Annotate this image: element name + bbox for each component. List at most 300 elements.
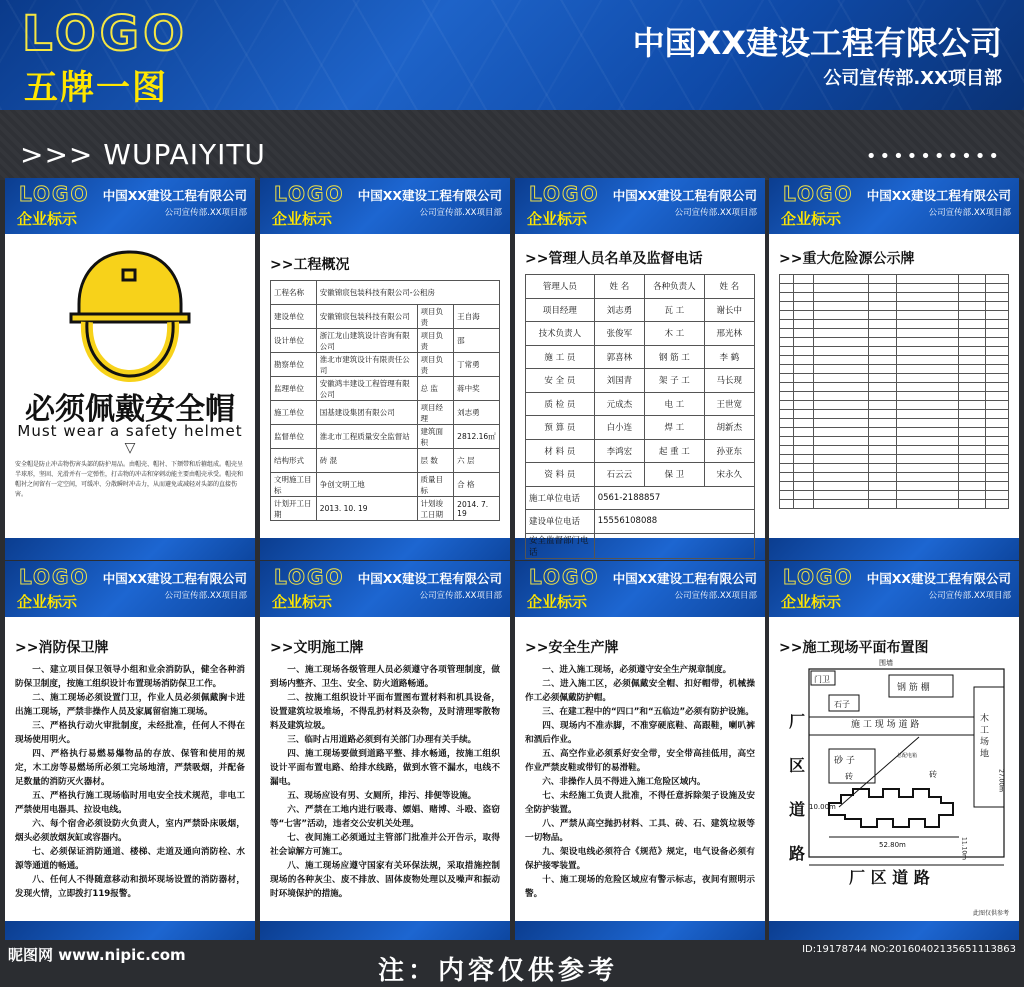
table-cell: 结构形式 (271, 449, 317, 473)
table-cell (793, 392, 814, 401)
table-cell (869, 491, 896, 500)
table-row (780, 293, 1009, 302)
board-header (260, 178, 510, 234)
band-dots: •••••••••• (865, 146, 1002, 167)
table-row (526, 322, 755, 346)
table-cell: 胡新杰 (704, 416, 754, 440)
board-company: 中国XX建设工程有限公司 (612, 571, 757, 586)
phone-value: 0561-2188857 (594, 486, 754, 510)
board-body (5, 234, 255, 538)
rule-item: 三、临时占用道路必须到有关部门办理有关手续。 (287, 735, 477, 745)
table-cell (780, 356, 794, 365)
table-row (780, 347, 1009, 356)
table-cell (986, 311, 1009, 320)
table-cell (896, 401, 958, 410)
board-header (260, 561, 510, 617)
table-row (780, 365, 1009, 374)
table-cell (793, 374, 814, 383)
table-cell: 争创文明工地 (316, 473, 417, 497)
phone-row (526, 510, 755, 534)
table-cell (814, 284, 869, 293)
board-tag: 企业标示 (781, 593, 842, 611)
table-cell: 勘察单位 (271, 353, 317, 377)
board-body (260, 617, 510, 921)
table-cell (793, 464, 814, 473)
table-cell (780, 392, 794, 401)
table-row (271, 353, 500, 377)
rules-list (525, 663, 755, 901)
brick-label: 砖 (845, 772, 853, 781)
table-row (271, 281, 500, 305)
table-cell: 技术负责人 (526, 322, 595, 346)
table-cell (814, 419, 869, 428)
table-cell (814, 437, 869, 446)
rule-item: 八、任何人不得随意移动和损坏现场设置的消防器材，发现火情，立即拨打119报警。 (15, 875, 245, 899)
table-cell (814, 329, 869, 338)
table-cell: 浙江龙山建筑设计咨询有限公司 (316, 329, 417, 353)
table-cell (814, 311, 869, 320)
mixer-label: 总配电箱 (897, 753, 918, 759)
rule-item: 七、夜间施工必须通过主管部门批准并公开告示，取得社会谅解方可施工。 (270, 833, 500, 857)
table-cell: 质 检 员 (526, 392, 595, 416)
table-row (780, 455, 1009, 464)
table-cell (958, 302, 985, 311)
table-cell (814, 464, 869, 473)
table-cell (986, 338, 1009, 347)
table-cell (869, 383, 896, 392)
board-logo: LOGO (529, 182, 600, 206)
table-cell (814, 383, 869, 392)
rule-item: 二、进入施工区，必须佩戴安全帽、扣好帽带，机械操作工必须佩戴防护帽。 (525, 679, 755, 703)
table-cell (793, 446, 814, 455)
table-cell (814, 365, 869, 374)
rule-item: 六、非操作人员不得进入施工危险区域内。 (542, 777, 706, 787)
table-cell (814, 338, 869, 347)
board-body (260, 234, 510, 538)
rule-item: 一、施工现场各级管理人员必须遵守各项管理制度，做到场内整齐、卫生、安全、防火道路畅通。 (270, 665, 500, 689)
table-row (271, 497, 500, 521)
table-cell (896, 284, 958, 293)
board-company: 中国XX建设工程有限公司 (866, 188, 1011, 203)
table-cell (869, 275, 896, 284)
table-cell: 施工单位 (271, 401, 317, 425)
table-cell (896, 347, 958, 356)
table-cell: 监督单位 (271, 425, 317, 449)
board-dept: 公司宣传部.XX项目部 (164, 591, 247, 601)
sign-text-en: Must wear a safety helmet (17, 422, 243, 440)
table-cell (780, 428, 794, 437)
table-header-cell: 姓 名 (704, 275, 754, 299)
table-cell (814, 482, 869, 491)
table-cell (986, 275, 1009, 284)
table-cell: 淮北市工程质量安全监督站 (316, 425, 417, 449)
table-cell (986, 374, 1009, 383)
table-row (271, 473, 500, 497)
table-cell: 木 工 (645, 322, 705, 346)
phone-row (526, 533, 755, 558)
table-cell (958, 338, 985, 347)
board-body (769, 617, 1019, 921)
rule-item: 四、现场内不准赤脚，不准穿硬底鞋、高跟鞋，喇叭裤和酒后作业。 (525, 721, 755, 745)
board-header (5, 178, 255, 234)
table-cell: 合 格 (454, 473, 500, 497)
table-cell (780, 446, 794, 455)
table-cell (793, 383, 814, 392)
board-title: >>重大危险源公示牌 (779, 251, 915, 267)
table-cell (869, 392, 896, 401)
table-cell (780, 419, 794, 428)
table-cell: 国基建设集团有限公司 (316, 401, 417, 425)
board-dept: 公司宣传部.XX项目部 (674, 208, 757, 218)
rule-item: 五、高空作业必须系好安全带，安全带高挂低用，高空作业严禁皮鞋或带钉的易滑鞋。 (525, 749, 755, 773)
board-title: >>文明施工牌 (270, 640, 364, 656)
table-cell: 预 算 员 (526, 416, 595, 440)
table-cell (869, 455, 896, 464)
table-cell (958, 455, 985, 464)
table-cell (793, 311, 814, 320)
table-cell (793, 302, 814, 311)
table-cell (958, 374, 985, 383)
table-cell (814, 356, 869, 365)
table-cell: 2812.16㎡ (454, 425, 500, 449)
table-cell (780, 473, 794, 482)
table-cell (793, 437, 814, 446)
dim-label: 52.80m (879, 841, 906, 849)
rule-item: 五、现场应设有男、女厕所，排污、排便等设施。 (287, 791, 477, 801)
table-cell (896, 455, 958, 464)
table-cell: 安徽鸿丰建设工程管理有限公司 (316, 377, 417, 401)
table-row (780, 392, 1009, 401)
table-cell: 保 卫 (645, 463, 705, 487)
site-road-label: 施 工 现 场 道 路 (851, 720, 920, 730)
table-cell (958, 383, 985, 392)
table-cell: 电 工 (645, 392, 705, 416)
table-cell (986, 482, 1009, 491)
table-cell: 刘国青 (594, 369, 644, 393)
table-cell (869, 410, 896, 419)
board-site-plan (769, 561, 1019, 943)
table-cell (793, 473, 814, 482)
table-cell (793, 356, 814, 365)
board-hazard (769, 178, 1019, 560)
table-cell: 文明施工目标 (271, 473, 317, 497)
table-row (780, 383, 1009, 392)
table-cell: 李 鹤 (704, 345, 754, 369)
table-cell (958, 428, 985, 437)
board-civil (260, 561, 510, 943)
rule-item: 一、建立项目保卫领导小组和业余消防队，健全各种消防保卫制度，按施工组织设计布置现场消防保卫工作。 (15, 665, 245, 689)
table-cell: 李鸿宏 (594, 439, 644, 463)
table-cell (814, 491, 869, 500)
table-header-cell: 各种负责人 (645, 275, 705, 299)
steel-shed-label: 钢 筋 棚 (897, 683, 930, 693)
page-header (0, 0, 1024, 110)
table-cell (958, 329, 985, 338)
footnote: 注：内容仅供参考 (378, 956, 619, 986)
table-row (271, 329, 500, 353)
rule-item: 三、在建工程中的“四口”和“五临边”必须有防护设施。 (542, 707, 754, 717)
sign-description: 安全帽是防止冲击物伤害头部的防护用品。由帽壳、帽衬、下颏带和后箍组成。帽壳呈半球形，坚固、光滑并有一定弹性，打击物的冲击和穿刺动能主要由帽壳承受。帽壳和帽衬之间留有一定空间，可缓冲、分散瞬时冲击力，从而避免或减轻对头部的直接伤害。 (15, 461, 244, 498)
board-body (5, 617, 255, 921)
road-left-char: 厂 (789, 712, 806, 731)
table-cell (780, 464, 794, 473)
table-cell: 安 全 员 (526, 369, 595, 393)
table-cell: 架 子 工 (645, 369, 705, 393)
table-cell (869, 437, 896, 446)
table-cell: 谢长中 (704, 298, 754, 322)
band-title: >>> WUPAIYITU (20, 138, 266, 171)
dim-label: 10.00m (809, 803, 836, 811)
table-cell (780, 302, 794, 311)
brick-label: 砖 (929, 770, 937, 779)
table-cell (814, 392, 869, 401)
board-dept: 公司宣传部.XX项目部 (419, 208, 502, 218)
table-row (780, 329, 1009, 338)
table-cell (896, 410, 958, 419)
table-cell (780, 284, 794, 293)
table-cell (986, 410, 1009, 419)
table-cell (869, 473, 896, 482)
board-tag: 企业标示 (527, 210, 588, 228)
rule-item: 七、必须保证消防通道、楼梯、走道及通向消防栓、水源等通道的畅通。 (15, 847, 245, 871)
table-row (526, 392, 755, 416)
site-plan-diagram (779, 657, 1009, 917)
table-cell (986, 464, 1009, 473)
table-row (780, 311, 1009, 320)
table-cell: 蒋中奖 (454, 377, 500, 401)
table-cell (793, 347, 814, 356)
table-cell (986, 500, 1009, 509)
table-cell (793, 410, 814, 419)
table-row (780, 464, 1009, 473)
table-row (780, 500, 1009, 509)
table-cell: 建筑面积 (417, 425, 454, 449)
sign-text-cn: 必须佩戴安全帽 (25, 392, 235, 427)
table-cell (780, 275, 794, 284)
board-company: 中国XX建设工程有限公司 (102, 188, 247, 203)
table-row (526, 439, 755, 463)
board-logo: LOGO (274, 182, 345, 206)
table-cell (869, 500, 896, 509)
board-helmet-sign (5, 178, 255, 560)
table-cell (986, 356, 1009, 365)
table-cell (896, 419, 958, 428)
board-body (515, 234, 765, 558)
table-cell: 马长现 (704, 369, 754, 393)
board-header (5, 561, 255, 617)
rule-item: 二、施工现场必须设置门卫，作业人员必须佩戴胸卡进出施工现场，严禁非操作人员及家属留宿施工现场。 (15, 693, 245, 717)
table-row (526, 463, 755, 487)
board-managers (515, 178, 765, 560)
board-body (769, 234, 1019, 538)
table-cell (869, 347, 896, 356)
table-cell (896, 383, 958, 392)
board-tag: 企业标示 (781, 210, 842, 228)
phone-label: 施工单位电话 (526, 486, 595, 510)
table-cell (814, 428, 869, 437)
table-cell (869, 365, 896, 374)
table-cell (958, 419, 985, 428)
table-cell: 项目负责 (417, 305, 454, 329)
gate-label: 门卫 (814, 675, 830, 684)
table-cell: 刘志勇 (594, 298, 644, 322)
phone-label: 安全监督部门电话 (526, 533, 595, 558)
table-cell (896, 356, 958, 365)
table-cell (780, 437, 794, 446)
table-cell: 层 数 (417, 449, 454, 473)
table-row (780, 356, 1009, 365)
table-cell (869, 284, 896, 293)
table-cell (986, 473, 1009, 482)
rule-item: 一、进入施工现场，必须遵守安全生产规章制度。 (542, 665, 732, 675)
table-cell (869, 320, 896, 329)
table-cell (958, 500, 985, 509)
table-cell (958, 356, 985, 365)
table-cell (986, 491, 1009, 500)
table-cell (780, 293, 794, 302)
table-cell (986, 347, 1009, 356)
table-cell: 项目经理 (417, 401, 454, 425)
overview-table (270, 280, 500, 521)
table-cell (814, 293, 869, 302)
table-cell: 邵 (454, 329, 500, 353)
table-cell (793, 365, 814, 374)
table-cell (814, 455, 869, 464)
table-cell (958, 320, 985, 329)
table-row (780, 275, 1009, 284)
table-cell: 项目负责 (417, 353, 454, 377)
table-cell (869, 302, 896, 311)
table-cell (896, 500, 958, 509)
table-cell: 2013. 10. 19 (316, 497, 417, 521)
table-cell (896, 437, 958, 446)
table-cell (814, 320, 869, 329)
rule-item: 七、未经施工负责人批准，不得任意拆除架子设施及安全防护装置。 (525, 791, 755, 815)
board-tag: 企业标示 (17, 593, 78, 611)
table-cell (869, 311, 896, 320)
board-logo: LOGO (19, 565, 90, 589)
table-cell: 2014. 7. 19 (454, 497, 500, 521)
wood-yard-label: 木 工 场 地 (978, 713, 988, 758)
title-band (0, 110, 1024, 180)
table-cell: 白小连 (594, 416, 644, 440)
table-row (780, 428, 1009, 437)
table-cell (896, 320, 958, 329)
company-name: 中国XX建设工程有限公司 (632, 24, 1002, 62)
table-cell: 项目负责 (417, 329, 454, 353)
table-row (271, 377, 500, 401)
table-cell (986, 329, 1009, 338)
board-header (515, 561, 765, 617)
table-cell: 总 监 (417, 377, 454, 401)
road-left-char: 区 (789, 756, 806, 775)
table-cell (958, 446, 985, 455)
table-cell (896, 293, 958, 302)
table-cell: 石云云 (594, 463, 644, 487)
board-title: >>工程概况 (270, 257, 350, 273)
table-cell (896, 482, 958, 491)
table-cell: 项目经理 (526, 298, 595, 322)
table-cell (986, 383, 1009, 392)
table-cell (896, 428, 958, 437)
table-cell (780, 338, 794, 347)
phone-row (526, 486, 755, 510)
table-cell (986, 419, 1009, 428)
board-tag: 企业标示 (272, 593, 333, 611)
watermark: 昵图网 www.nipic.com (8, 946, 186, 964)
building-outline (829, 789, 953, 827)
sand-label: 砂 子 (834, 756, 855, 766)
table-cell: 施 工 员 (526, 345, 595, 369)
board-fire (5, 561, 255, 943)
table-cell (780, 455, 794, 464)
table-cell (814, 446, 869, 455)
rule-item: 四、严格执行易燃易爆物品的存放、保管和使用的规定，木工房等易燃场所必须工完场地清，严禁吸烟，并配备足数量的消防灭火器材。 (15, 749, 245, 787)
board-footer (5, 538, 255, 560)
table-cell (793, 329, 814, 338)
table-cell (986, 392, 1009, 401)
table-cell (958, 275, 985, 284)
table-cell (958, 311, 985, 320)
table-row (780, 410, 1009, 419)
board-header (515, 178, 765, 234)
table-cell: 砖 混 (316, 449, 417, 473)
table-row (526, 345, 755, 369)
table-row (780, 491, 1009, 500)
table-cell: 钢 筋 工 (645, 345, 705, 369)
phone-label: 建设单位电话 (526, 510, 595, 534)
table-cell (793, 419, 814, 428)
table-cell (958, 437, 985, 446)
table-cell: 资 料 员 (526, 463, 595, 487)
table-cell: 淮北市建筑设计有限责任公司 (316, 353, 417, 377)
table-row (526, 416, 755, 440)
board-dept: 公司宣传部.XX项目部 (419, 591, 502, 601)
table-cell: 焊 工 (645, 416, 705, 440)
table-cell: 安徽锦宸包装科技有限公司 (316, 305, 417, 329)
table-cell (896, 338, 958, 347)
board-header (769, 178, 1019, 234)
road-left-char: 路 (789, 844, 806, 863)
board-logo: LOGO (274, 565, 345, 589)
table-cell (793, 320, 814, 329)
rules-list (270, 663, 500, 901)
table-cell (958, 410, 985, 419)
board-company: 中国XX建设工程有限公司 (102, 571, 247, 586)
rule-item: 六、每个宿舍必须设防火负责人，室内严禁卧床吸烟，烟头必须放烟灰缸或容器内。 (15, 819, 245, 843)
table-cell (896, 491, 958, 500)
table-cell (986, 401, 1009, 410)
board-title: >>施工现场平面布置图 (779, 640, 929, 656)
table-cell (793, 491, 814, 500)
table-cell (869, 482, 896, 491)
table-cell (869, 446, 896, 455)
board-title: >>消防保卫牌 (15, 640, 109, 656)
table-cell: 六 层 (454, 449, 500, 473)
table-header-cell: 管理人员 (526, 275, 595, 299)
table-cell (793, 455, 814, 464)
table-cell (814, 500, 869, 509)
table-cell (869, 338, 896, 347)
table-cell: 设计单位 (271, 329, 317, 353)
table-row (780, 284, 1009, 293)
table-cell (896, 275, 958, 284)
table-cell (869, 374, 896, 383)
table-header-cell: 姓 名 (594, 275, 644, 299)
board-title: >>管理人员名单及监督电话 (525, 251, 703, 267)
board-tag: 企业标示 (527, 593, 588, 611)
table-cell (780, 320, 794, 329)
